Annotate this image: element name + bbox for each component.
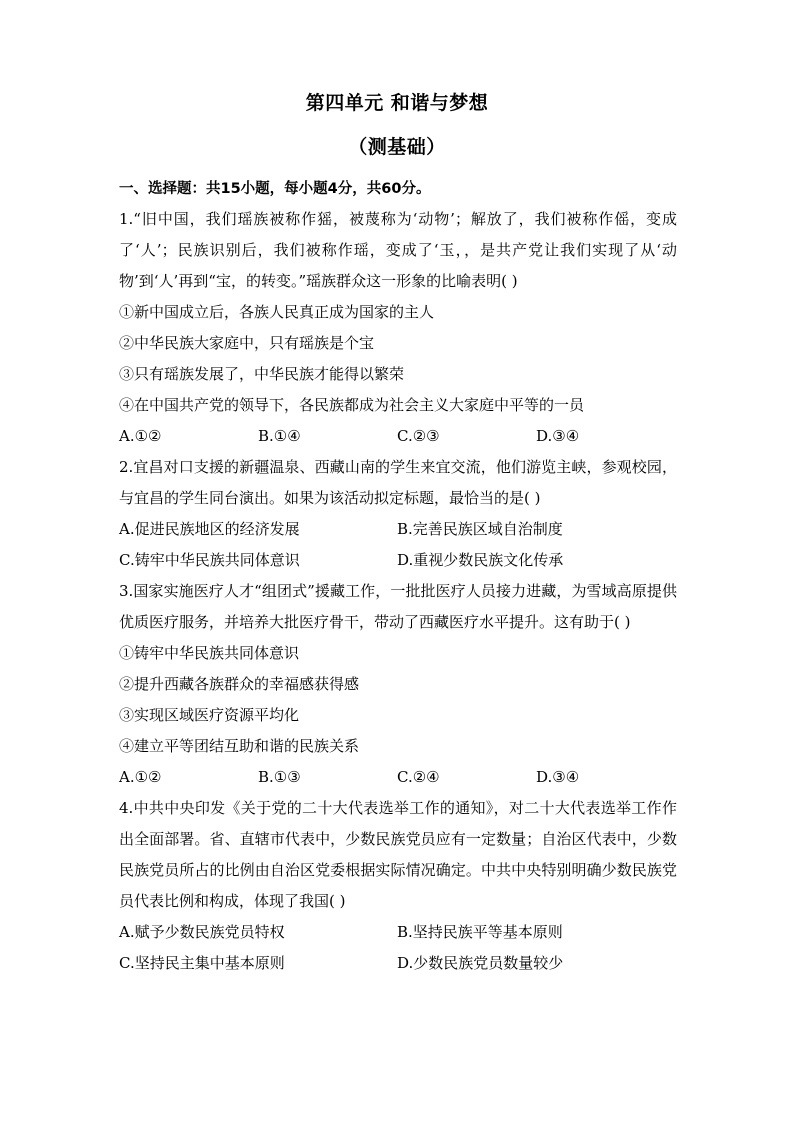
statement: ①铸牢中华民族共同体意识 <box>119 644 300 662</box>
option-d[interactable]: D.重视少数民族文化传承 <box>397 551 564 569</box>
question-2 <box>119 452 677 576</box>
page-subtitle: （测基础） <box>348 136 446 158</box>
answer-options-row-2 <box>119 948 677 979</box>
statement: ④在中国共产党的领导下，各民族都成为社会主义大家庭中平等的一员 <box>119 396 585 414</box>
option-c[interactable]: C.②④ <box>397 768 440 786</box>
option-d[interactable]: D.③④ <box>536 427 580 445</box>
option-b[interactable]: B.①④ <box>258 427 301 445</box>
option-a[interactable]: A.①② <box>119 768 162 786</box>
question-stem: 1.“旧中国，我们瑶族被称作猺，被蔑称为‘动物’；解放了，我们被称作傜，变成了‘人’；民族识别后，我们被称作瑶，变成了‘玉，，是共产党让我们实现了从‘动物’到‘人’再到“宝，的转变。”瑶族群众这一形象的比喻表明( ) <box>119 210 677 290</box>
answer-options-row-1 <box>119 917 677 948</box>
question-3 <box>119 576 677 793</box>
section-heading: 一、选择题：共15小题，每小题4分，共60分。 <box>119 181 431 197</box>
option-c[interactable]: C.坚持民主集中基本原则 <box>119 954 285 972</box>
statement: ②中华民族大家庭中，只有瑶族是个宝 <box>119 334 375 352</box>
statement: ③实现区域医疗资源平均化 <box>119 706 300 724</box>
option-c[interactable]: C.铸牢中华民族共同体意识 <box>119 551 300 569</box>
answer-options-row-1 <box>119 514 677 545</box>
statement: ①新中国成立后，各族人民真正成为国家的主人 <box>119 303 435 321</box>
option-b[interactable]: B.完善民族区域自治制度 <box>397 520 563 538</box>
option-a[interactable]: A.促进民族地区的经济发展 <box>119 520 300 538</box>
statement: ②提升西藏各族群众的幸福感获得感 <box>119 675 360 693</box>
question-1 <box>119 204 677 452</box>
question-stem: 4.中共中央印发《关于党的二十大代表选举工作的通知》，对二十大代表选举工作作出全面部署。省、直辖市代表中，少数民族党员应有一定数量；自治区代表中，少数民族党员所占的比例由自治区党委根据实际情况确定。中共中央特别明确少数民族党员代表比例和构成，体现了我国( ) <box>119 799 677 910</box>
option-d[interactable]: D.少数民族党员数量较少 <box>397 954 564 972</box>
option-a[interactable]: A.赋予少数民族党员特权 <box>119 923 285 941</box>
answer-options <box>119 421 677 452</box>
statement: ③只有瑶族发展了，中华民族才能得以繁荣 <box>119 365 405 383</box>
question-stem: 2.宜昌对口支援的新疆温泉、西藏山南的学生来宜交流，他们游览主峡，参观校园，与宜昌的学生同台演出。如果为该活动拟定标题，最恰当的是( ) <box>119 458 677 507</box>
question-list <box>119 204 677 979</box>
page-title: 第四单元 和谐与梦想 <box>305 92 489 114</box>
option-a[interactable]: A.①② <box>119 427 162 445</box>
question-stem: 3.国家实施医疗人才“组团式”援藏工作，一批批医疗人员接力进藏，为雪域高原提供优质医疗服务，并培养大批医疗骨干，带动了西藏医疗水平提升。这有助于( ) <box>119 582 677 631</box>
option-b[interactable]: B.坚持民族平等基本原则 <box>397 923 563 941</box>
option-d[interactable]: D.③④ <box>536 768 580 786</box>
option-c[interactable]: C.②③ <box>397 427 440 445</box>
statement: ④建立平等团结互助和谐的民族关系 <box>119 737 360 755</box>
question-4 <box>119 793 677 979</box>
answer-options <box>119 762 677 793</box>
answer-options-row-2 <box>119 545 677 576</box>
option-b[interactable]: B.①③ <box>258 768 301 786</box>
